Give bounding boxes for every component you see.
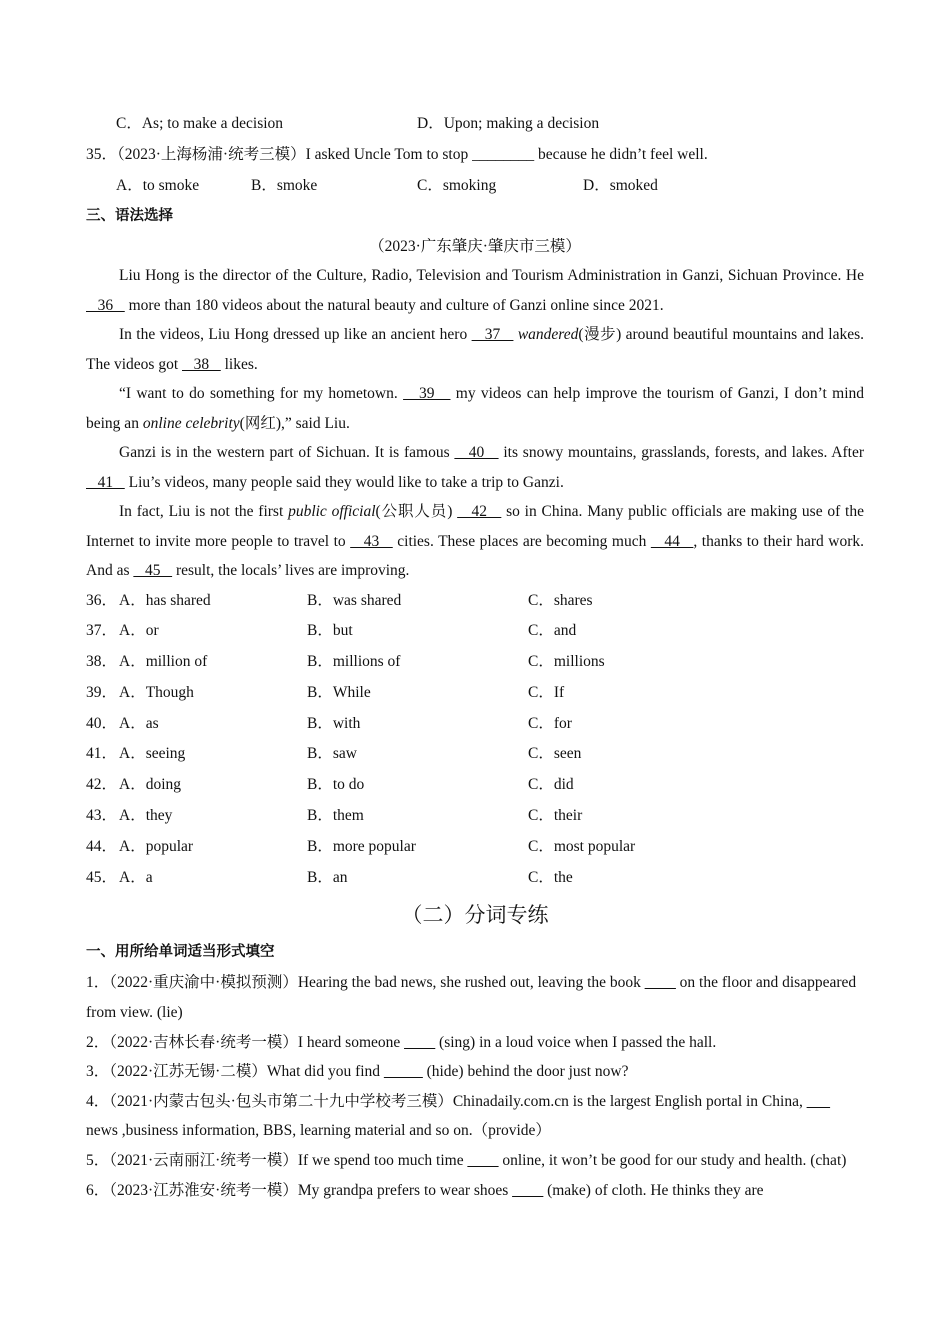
exercise-4: 4．（2021·内蒙古包头·包头市第二十九中学校考三模）Chinadaily.com.cn is the largest English portal in China, ___ news ,business information, BBS, learning material and so on.（provide）	[86, 1092, 830, 1140]
choice-row: 39． A．Though B．While C．If	[86, 683, 565, 701]
choice-row: 45． A．a B．an C．the	[86, 868, 573, 886]
passage-paragraph-2: In the videos, Liu Hong dressed up like an ancient hero 37 wandered(漫步) around beautiful mountains and lakes. The videos got 38 likes.	[86, 326, 865, 373]
blank-44: 44	[650, 532, 694, 550]
q35-number: 35．	[86, 146, 118, 163]
choice-row: 44． A．popular B．more popular C．most popular	[86, 837, 636, 855]
exercise-blank: ___	[806, 1092, 830, 1110]
choice-row: 42． A．doing B．to do C．did	[86, 776, 574, 794]
q35-options	[86, 170, 864, 201]
part2-title: （二）分词专练	[401, 903, 549, 928]
exercise-2: 2．（2022·吉林长春·统考一模）I heard someone ____ (sing) in a loud voice when I passed the hall.	[86, 1033, 717, 1051]
blank-40: 40	[454, 444, 499, 461]
passage-paragraph-4: Ganzi is in the western part of Sichuan. It is famous 40 its snowy mountains, grasslands, forests, and lakes. After 41 Liu’s videos, many people said they would like to take a trip to Ganzi.	[86, 444, 864, 491]
choice-row: 40． A．as B．with C．for	[86, 714, 572, 732]
exercise-3: 3．（2022·江苏无锡·二模）What did you find _____ (hide) behind the door just now?	[86, 1063, 629, 1081]
exercise-blank: ____	[512, 1181, 544, 1199]
q34-option-c: C．As; to make a decision	[116, 115, 284, 132]
choice-row: 36． A．has shared B．was shared C．shares	[86, 591, 593, 609]
blank-39: 39	[403, 385, 451, 402]
exercise-blank: ____	[404, 1033, 436, 1051]
blank-42: 42	[457, 503, 502, 520]
passage-paragraph-1: Liu Hong is the director of the Culture, Radio, Television and Tourism Administration in Ganzi, Sichuan Province. He 36 more than 180 videos about the natural beauty and culture of Ganzi online since 2021.	[86, 267, 864, 314]
passage-source: （2023·广东肇庆·肇庆市三模）	[369, 238, 581, 255]
blank-38: 38	[182, 355, 221, 373]
blank-41: 41	[86, 473, 125, 491]
q35-source: （2023·上海杨浦·统考三模）	[117, 146, 306, 163]
passage-paragraph-3: “I want to do something for my hometown. 39 my videos can help improve the tourism of Ganzi, I don’t mind being an online celebrity(网红),” said Liu.	[86, 385, 865, 432]
part2-heading: 一、用所给单词适当形式填空	[86, 944, 275, 961]
blank-36: 36	[86, 296, 125, 314]
exercise-blank: ____	[467, 1152, 499, 1170]
blank-37: 37	[471, 326, 514, 343]
exercise-5: 5．（2021·云南丽江·统考一模）If we spend too much time ____ online, it won’t be good for our study and health. (chat)	[86, 1152, 847, 1170]
q35-blank: ________	[472, 146, 535, 163]
q34-option-d: D．Upon; making a decision	[417, 115, 600, 132]
choice-row: 41． A．seeing B．saw C．seen	[86, 745, 582, 763]
q35-option-c: C．smoking	[417, 177, 497, 194]
blank-43: 43	[350, 532, 393, 550]
passage-paragraph-5: In fact, Liu is not the first public official(公职人员) 42 so in China. Many public officials are making use of the Internet to invite more people to travel to 43 cities. These places are becoming much 44 , thanks to their hard work. And as 45 result, the locals’ lives are improving.	[86, 503, 865, 579]
blank-45: 45	[133, 562, 173, 579]
q35-option-b: B．smoke	[251, 177, 318, 194]
choice-row: 37． A．or B．but C．and	[86, 622, 577, 640]
choice-row: 38． A．million of B．millions of C．millions	[86, 653, 605, 671]
document-page	[86, 108, 864, 1205]
exercise-1: 1．（2022·重庆渝中·模拟预测）Hearing the bad news, she rushed out, leaving the book ____ on the floor and disappeared from view. (lie)	[86, 974, 857, 1022]
exercise-blank: ____	[644, 974, 676, 992]
choice-list	[86, 586, 864, 894]
exercise-6: 6．（2023·江苏淮安·统考一模）My grandpa prefers to wear shoes ____ (make) of cloth. He thinks they are	[86, 1181, 764, 1199]
q35-option-a: A．to smoke	[116, 177, 200, 194]
section-heading: 三、语法选择	[86, 208, 173, 224]
exercise-blank: _____	[383, 1063, 423, 1081]
q35-option-d: D．smoked	[583, 177, 658, 194]
q35-stem: 35．（2023·上海杨浦·统考三模）I asked Uncle Tom to stop ________ because he didn’t feel well.	[86, 146, 708, 163]
choice-row: 43． A．they B．them C．their	[86, 807, 583, 825]
q34-options	[86, 108, 864, 139]
